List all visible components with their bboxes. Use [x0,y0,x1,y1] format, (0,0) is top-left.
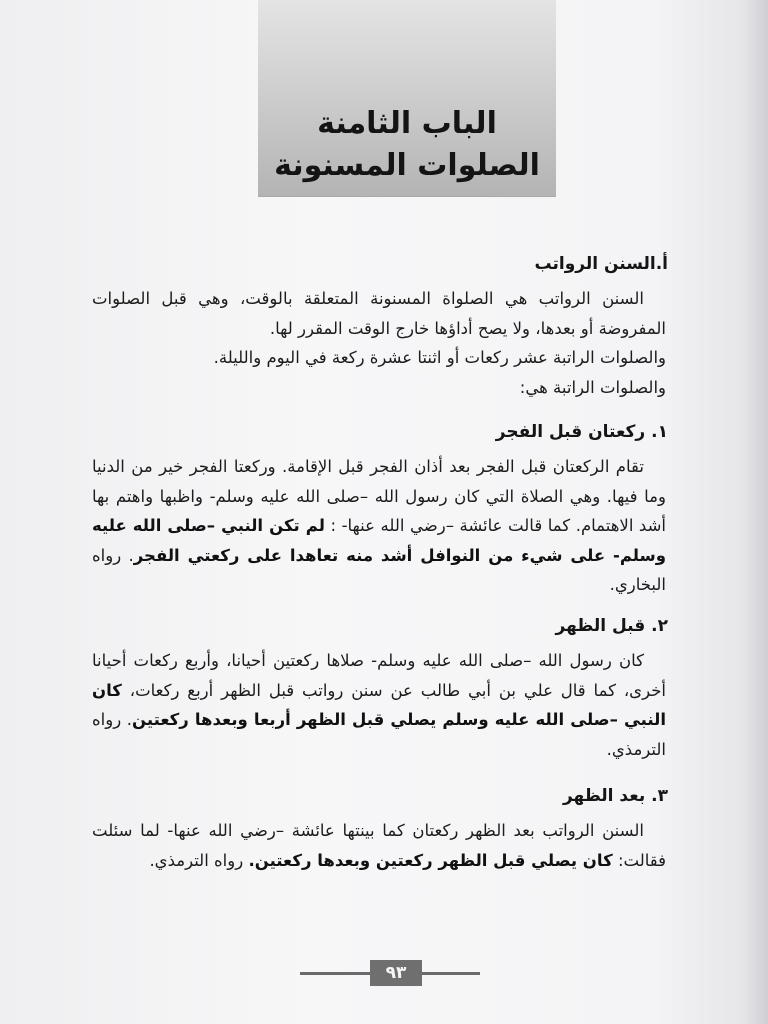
page-footer [0,958,768,988]
item-1-text-a: تقام الركعتان قبل الفجر بعد أذان الفجر قبل الإقامة. وركعتا الفجر خير من الدنيا وما فيها. وهي الصلاة التي كان رسول الله –صلى الله عليه وسلم- واظبها واهتم بها أشد الاهتمام. كما قالت عائشة –رضي الله عنها- : [92,457,667,535]
item-2-text-b: . رواه الترمذي. [92,710,666,759]
item-2-hadith-bold: كان النبي –صلى الله عليه وسلم يصلي قبل الظهر أربعا وبعدها ركعتين [92,680,666,729]
item-1-heading: ١. ركعتان قبل الفجر [495,422,668,442]
section-a-paragraph-3: والصلوات الراتبة هي: [519,377,666,397]
item-3-body [92,816,666,875]
item-2-heading: ٢. قبل الظهر [555,616,668,636]
chapter-title-line2: الصلوات المسنونة [274,148,540,183]
item-3-text-b: رواه الترمذي. [149,850,244,870]
chapter-header-box [258,0,556,196]
item-3-text-a: السنن الرواتب بعد الظهر ركعتان كما بينتها عائشة –رضي الله عنها- لما سئلت فقالت: [92,821,666,870]
item-3-heading: ٣. بعد الظهر [562,786,668,806]
page-number: ٩٣ [370,960,422,986]
section-a-paragraph-2: والصلوات الراتبة عشر ركعات أو اثنتا عشرة ركعة في اليوم والليلة. [213,348,666,367]
item-3-hadith-bold: كان يصلي قبل الظهر ركعتين وبعدها ركعتين. [248,850,613,870]
section-a-heading: أ.السنن الرواتب [534,254,668,274]
item-1-hadith-bold: لم تكن النبي –صلى الله عليه وسلم- على شيء من النوافل أشد منه تعاهدا على ركعتي الفجر [92,516,666,565]
item-2-body [92,646,666,764]
item-2-text-a: كان رسول الله –صلى الله عليه وسلم- صلاها ركعتين أحيانا، وأربع ركعات أحيانا أخرى، كما قال علي بن أبي طالب عن سنن رواتب قبل الظهر أربع ركعات، [92,651,666,700]
section-a-paragraph-1: السنن الرواتب هي الصلواة المسنونة المتعلقة بالوقت، وهي قبل الصلوات المفروضة أو بعدها، ولا يصح أداؤها خارج الوقت المقرر لها. [92,289,666,338]
page-edge-shadow [742,0,768,1024]
item-1-text-b: . رواه البخاري. [92,545,666,594]
item-1-body [92,452,666,600]
chapter-title-line1: الباب الثامنة [317,106,497,141]
section-a-body [92,284,666,402]
